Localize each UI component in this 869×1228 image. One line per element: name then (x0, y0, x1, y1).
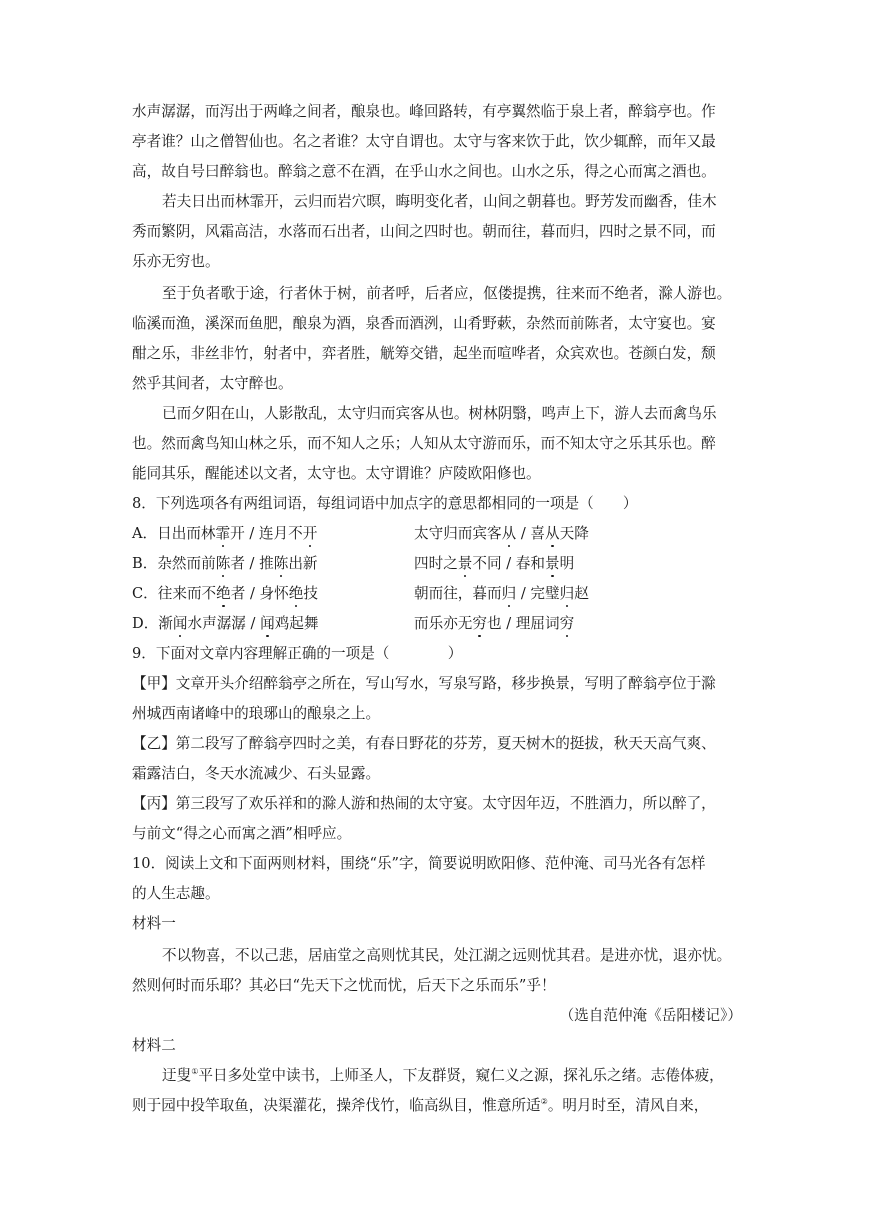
passage-line: 水声潺潺，而泻出于两峰之间者，酿泉也。峰回路转，有亭翼然临于泉上者，醉翁亭也。作 (132, 103, 716, 120)
q9-statement-bing-cont: 与前文“得之心而寓之酒”相呼应。 (132, 825, 352, 842)
passage-line: 已而夕阳在山，人影散乱，太守归而宾客从也。树林阴翳，鸣声上下，游人去而禽鸟乐 (162, 405, 717, 422)
q8-option-b[interactable]: B．杂然而前陈者 / 推陈出新 四时之景不同 / 春和景明 (132, 555, 575, 572)
passage-line: 若夫日出而林霏开，云归而岩穴暝，晦明变化者，山间之朝暮也。野芳发而幽香，佳木 (162, 193, 717, 210)
passage-line: 能同其乐，醒能述以文者，太守也。太守谓谁？庐陵欧阳修也。 (132, 465, 541, 482)
q8-option-a[interactable]: A．日出而林霏开 / 连月不开 太守归而宾客从 / 喜从天降 (132, 525, 589, 542)
q9-statement-jia[interactable]: 【甲】文章开头介绍醉翁亭之所在，写山写水，写泉写路，移步换景，写明了醉翁亭位于滁 (132, 675, 716, 692)
passage-line: 也。然而禽鸟知山林之乐，而不知人之乐；人知从太守游而乐，而不知太守之乐其乐也。醉 (132, 435, 716, 452)
passage-line: 然乎其间者，太守醉也。 (132, 375, 293, 392)
question-10-stem: 10．阅读上文和下面两则材料，围绕“乐”字，简要说明欧阳修、范仲淹、司马光各有怎样 (132, 855, 706, 872)
question-8-stem: 8．下列选项各有两组词语，每组词语中加点字的意思都相同的一项是（ ） (132, 495, 638, 512)
passage-line: 酣之乐，非丝非竹，射者中，弈者胜，觥筹交错，起坐而喧哗者，众宾欢也。苍颜白发，颓 (132, 345, 716, 362)
q9-statement-yi[interactable]: 【乙】第二段写了醉翁亭四时之美，有春日野花的芬芳，夏天树木的挺拔，秋天天高气爽、 (132, 735, 716, 752)
material-2-line: 则于园中投竿取鱼，决渠灌花，操斧伐竹，临高纵目，惟意所适②。明月时至，清风自来， (132, 1097, 709, 1114)
material-1-title: 材料一 (132, 915, 176, 932)
passage-line: 临溪而渔，溪深而鱼肥，酿泉为酒，泉香而酒洌，山肴野蔌，杂然而前陈者，太守宴也。宴 (132, 315, 716, 332)
q9-statement-jia-cont: 州城西南诸峰中的琅琊山的酿泉之上。 (132, 705, 381, 722)
q9-statement-bing[interactable]: 【丙】第三段写了欢乐祥和的滁人游和热闹的太守宴。太守因年迈，不胜酒力，所以醉了， (132, 795, 716, 812)
passage-line: 秀而繁阴，风霜高洁，水落而石出者，山间之四时也。朝而往，暮而归，四时之景不同，而 (132, 223, 716, 240)
question-10-stem-cont: 的人生志趣。 (132, 885, 220, 902)
material-1-source: （选自范仲淹《岳阳楼记》） (559, 1007, 742, 1024)
q8-option-d[interactable]: D．渐闻水声潺潺 / 闻鸡起舞 而乐亦无穷也 / 理屈词穷 (132, 615, 575, 632)
material-2-title: 材料二 (132, 1037, 176, 1054)
q8-option-c[interactable]: C．往来而不绝者 / 身怀绝技 朝而往，暮而归 / 完璧归赵 (132, 585, 589, 602)
material-1-line: 然则何时而乐耶？其必曰“先天下之忧而忧，后天下之乐而乐”乎！ (132, 977, 556, 994)
material-1-line: 不以物喜，不以己悲，居庙堂之高则忧其民，处江湖之远则忧其君。是进亦忧，退亦忧。 (162, 947, 732, 964)
passage-line: 至于负者歌于途，行者休于树，前者呼，后者应，伛偻提携，往来而不绝者，滁人游也。 (162, 285, 732, 302)
passage-line: 乐亦无穷也。 (132, 253, 220, 270)
footnote-marker: ② (540, 1097, 548, 1107)
passage-line: 高，故自号曰醉翁也。醉翁之意不在酒，在乎山水之间也。山水之乐，得之心而寓之酒也。 (132, 163, 716, 180)
q9-statement-yi-cont: 霜露洁白，冬天水流减少、石头显露。 (132, 765, 381, 782)
material-2-line: 迂叟①平日多处堂中读书，上师圣人，下友群贤，窥仁义之源，探礼乐之绪。志倦体疲， (162, 1067, 724, 1084)
question-9-stem: 9．下面对文章内容理解正确的一项是（ ） (132, 645, 463, 662)
footnote-marker: ① (191, 1067, 199, 1077)
passage-line: 亭者谁？山之僧智仙也。名之者谁？太守自谓也。太守与客来饮于此，饮少辄醉，而年又最 (132, 133, 716, 150)
